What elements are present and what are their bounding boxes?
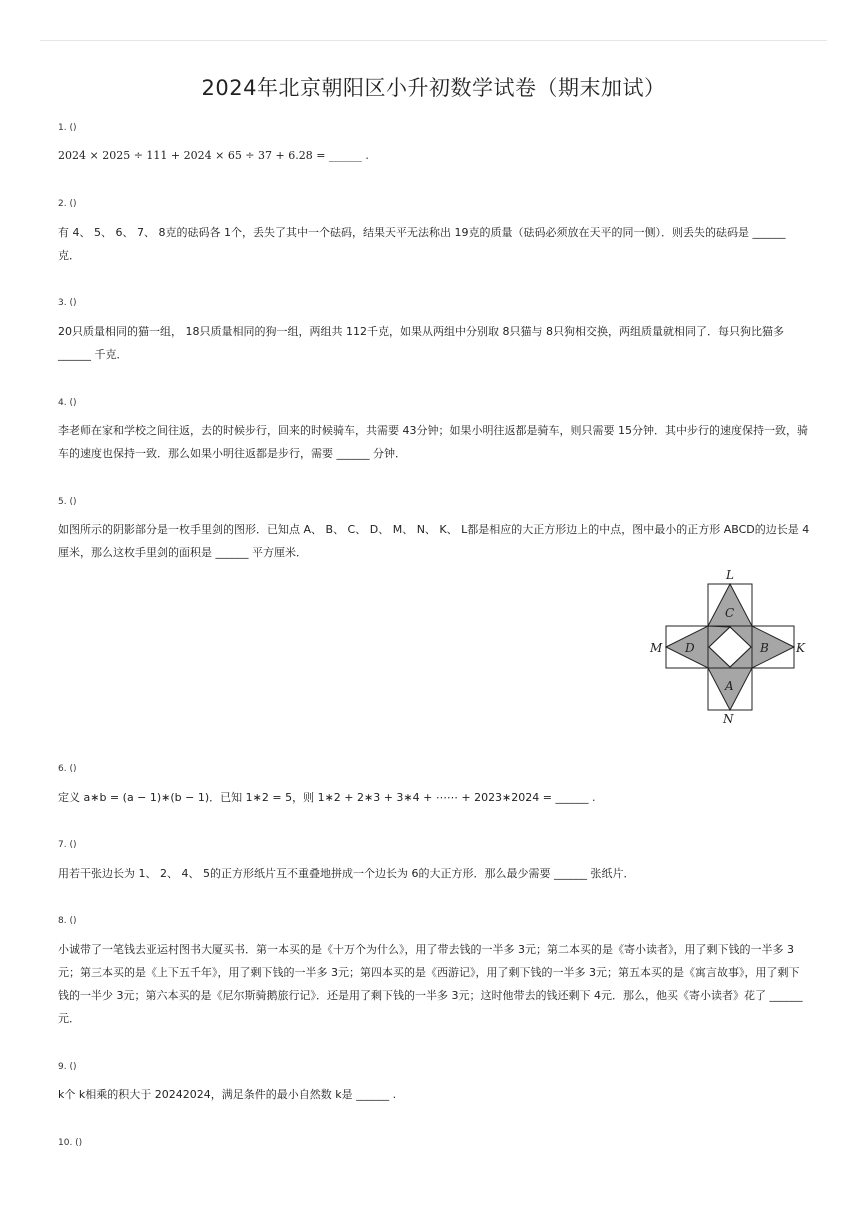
question-1-number: 1. () [58,123,77,133]
question-9-text: k个 k相乘的积大于 20242024，满足条件的最小自然数 k是 ______ . [58,1088,397,1101]
question-7-number: 7. () [58,840,77,850]
question-5-number: 5. () [58,497,77,507]
question-2-number: 2. () [58,199,77,209]
label-k: K [796,641,805,655]
question-8-text: 小诚带了一笔钱去亚运村图书大厦买书．第一本买的是《十万个为什么》，用了带去钱的一半多 3元；第二本买的是《寄小读者》，用了剩下钱的一半多 3元；第三本买的是《上下五千年》，用了剩下钱的一半多 3元；第四本买的是《西游记》，用了剩下钱的一半多 3元；第五本买的是《寓言故事》，用了剩下钱的一半少 3元；第六本买的是《尼尔斯骑鹅旅行记》．还是用了剩下钱的一半多 3元；这时他带去的钱还剩下 4元．那么，他买《寄小读者》花了 ______ 元． [58,943,803,1025]
question-4-number: 4. () [58,398,77,408]
question-6-text: 定义 a∗b = (a − 1)∗(b − 1)．已知 1∗2 = 5，则 1∗2 + 2∗3 + 3∗4 + ⋯⋯ + 2023∗2024 = ______ . [58,791,596,804]
label-d: D [685,641,695,655]
question-8-number: 8. () [58,916,77,926]
label-a: A [725,679,734,693]
question-3-number: 3. () [58,298,77,308]
label-c: C [725,606,735,620]
page-title: 2024年北京朝阳区小升初数学试卷（期末加试） [201,76,666,100]
label-m: M [650,641,663,655]
question-2-text: 有 4、 5、 6、 7、 8克的砝码各 1个，丢失了其中一个砝码，结果天平无法称出 19克的质量（砝码必须放在天平的同一侧）．则丢失的砝码是 ______ 克． [58,226,786,262]
shuriken-figure [645,565,815,730]
question-4-text: 李老师在家和学校之间往返，去的时候步行，回来的时候骑车，共需要 43分钟；如果小明往返都是骑车，则只需要 15分钟．其中步行的速度保持一致，骑车的速度也保持一致．那么如果小明往返都是步行，需要 ______ 分钟． [58,424,808,460]
label-l: L [726,568,734,582]
question-9-number: 9. () [58,1062,77,1072]
question-5-text: 如图所示的阴影部分是一枚手里剑的图形．已知点 A、 B、 C、 D、 M、 N、 K、 L都是相应的大正方形边上的中点，图中最小的正方形 ABCD的边长是 4厘米，那么这枚手里剑的面积是 ______ 平方厘米． [58,523,810,559]
question-1-text: 2024 × 2025 ÷ 111 + 2024 × 65 ÷ 37 + 6.28 = ______ . [58,149,369,162]
label-b: B [760,641,769,655]
question-10-number: 10. () [58,1138,83,1148]
question-3-text: 20只质量相同的猫一组， 18只质量相同的狗一组，两组共 112千克，如果从两组中分别取 8只猫与 8只狗相交换，两组质量就相同了．每只狗比猫多 ______ 千克． [58,325,784,361]
shuriken-right-blade [752,626,794,668]
top-divider [40,40,827,41]
label-n: N [723,712,734,726]
question-7-text: 用若干张边长为 1、 2、 4、 5的正方形纸片互不重叠地拼成一个边长为 6的大正方形．那么最少需要 ______ 张纸片． [58,867,635,880]
question-6-number: 6. () [58,764,77,774]
